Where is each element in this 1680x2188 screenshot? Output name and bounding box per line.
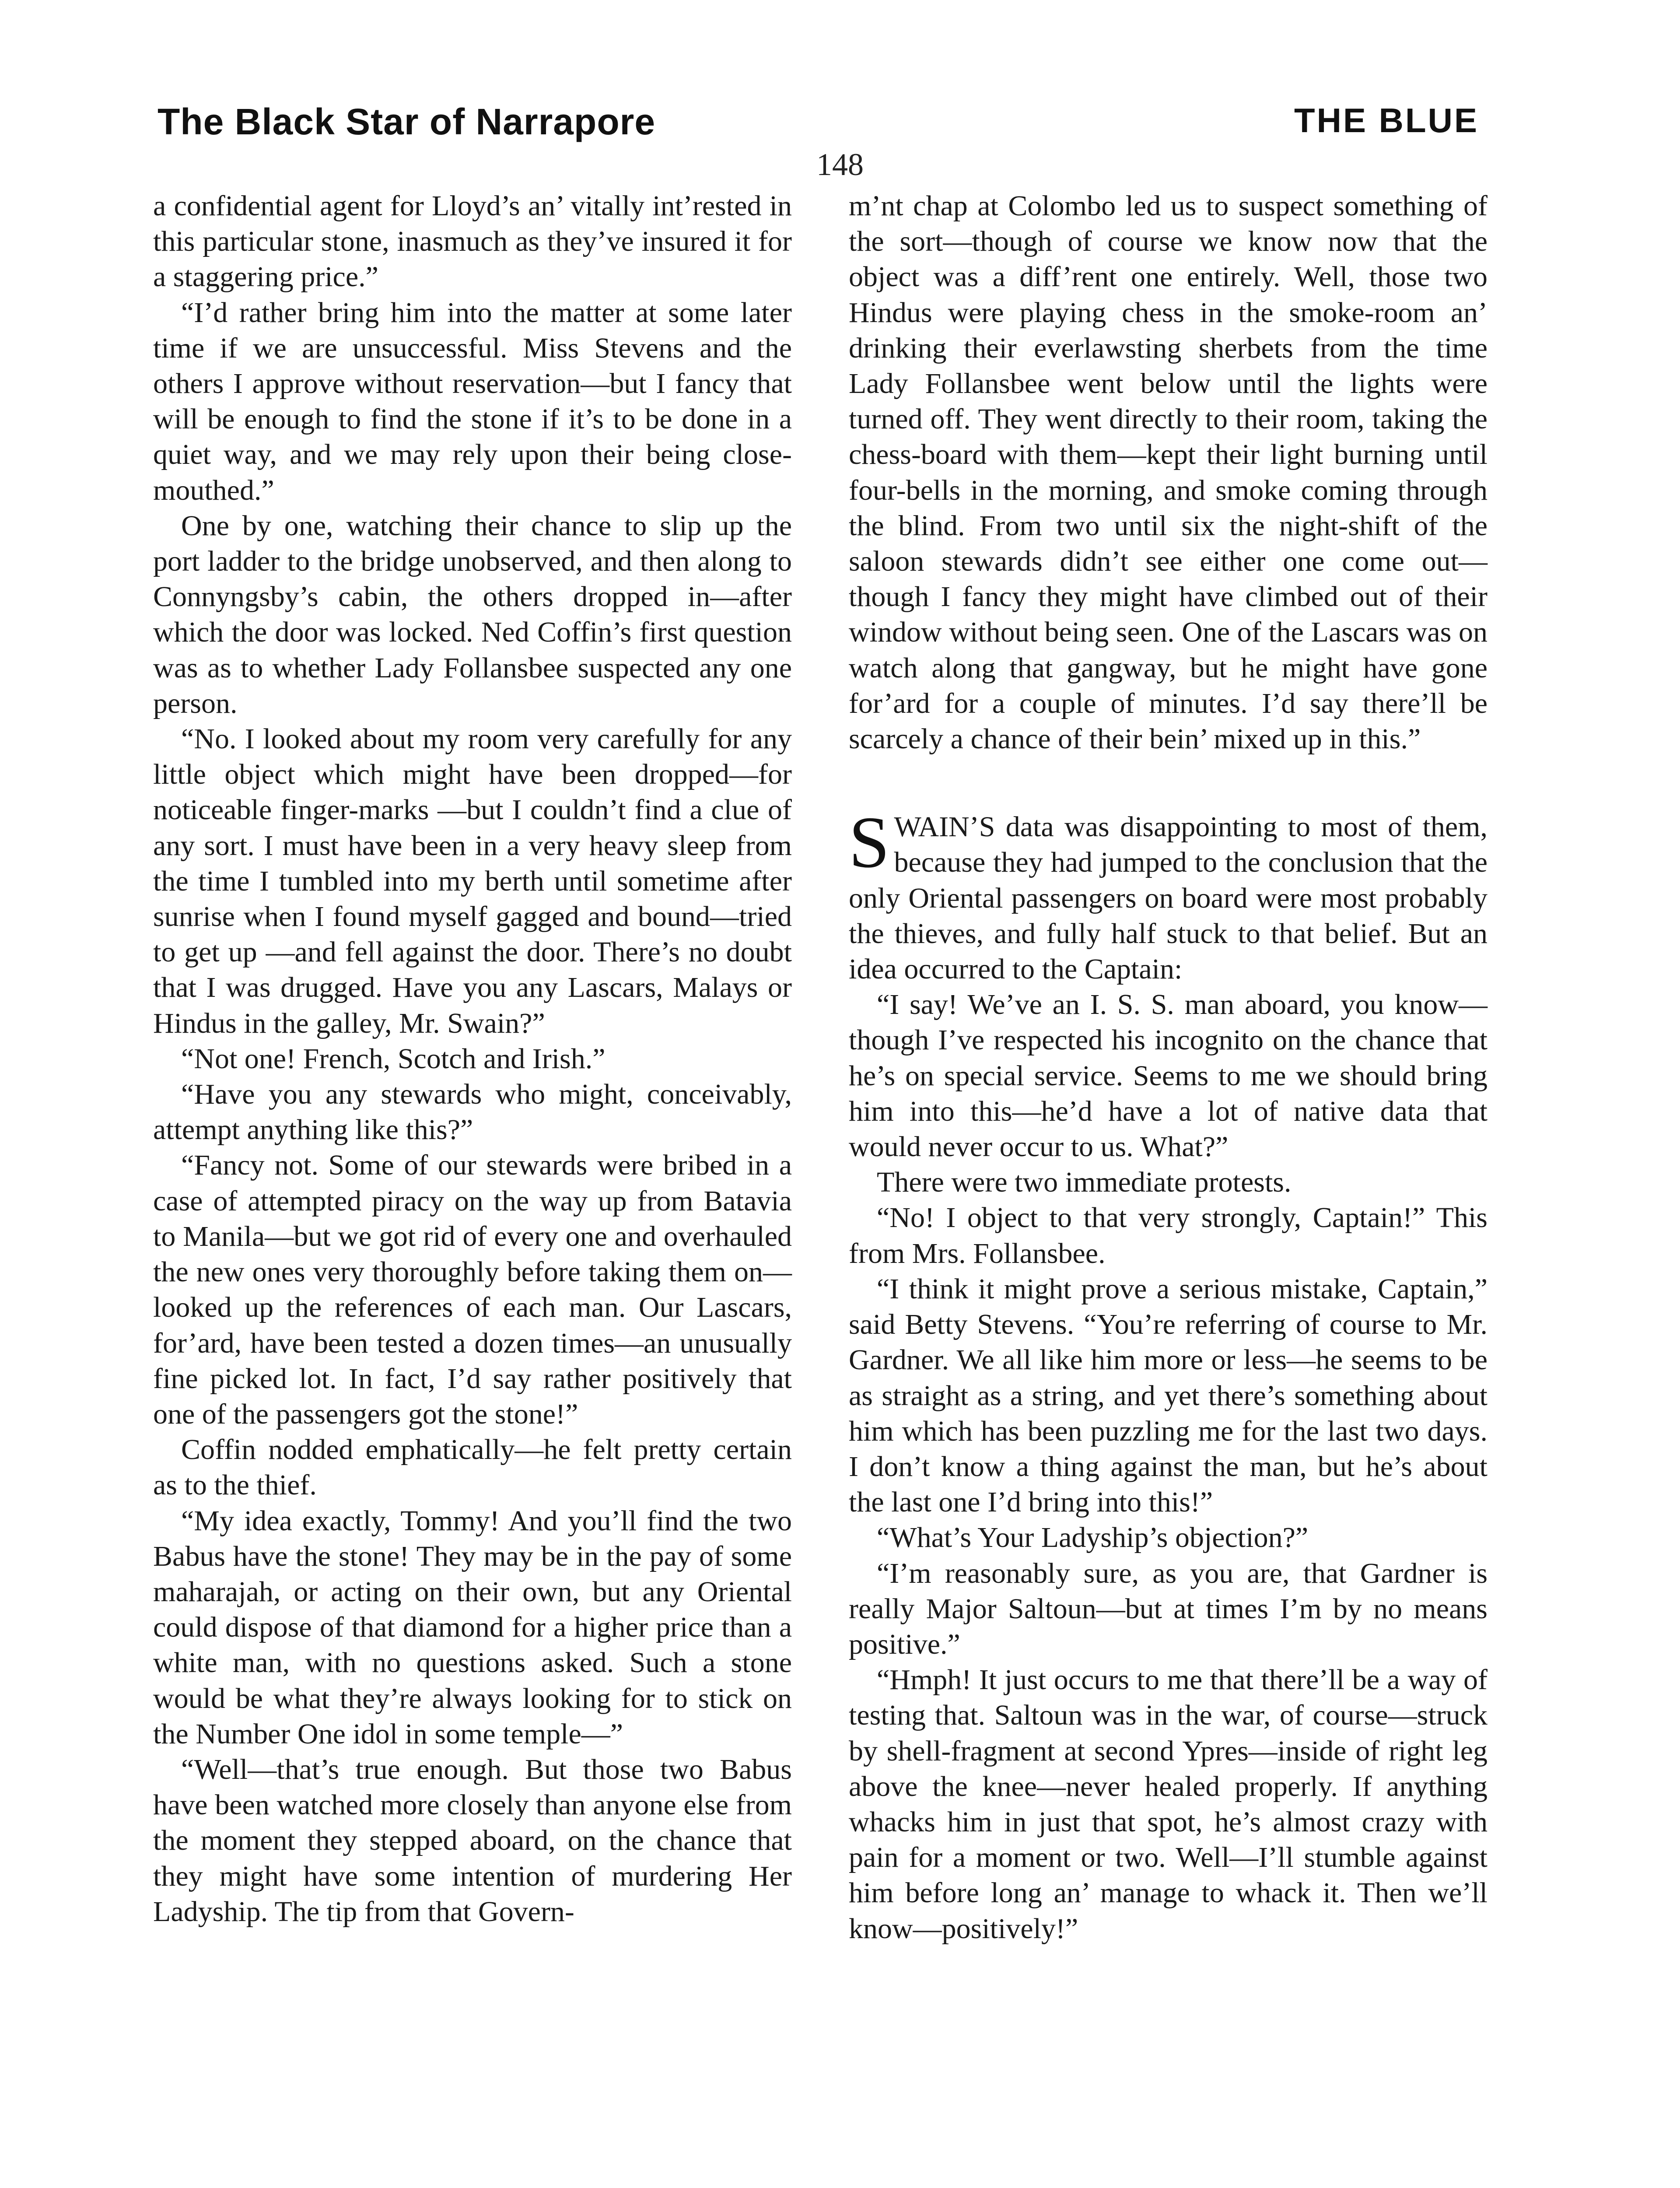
- paragraph: [153, 1752, 792, 1929]
- text-columns: [153, 188, 1488, 2188]
- paragraph: [153, 721, 792, 1041]
- paragraph: [849, 1200, 1488, 1271]
- paragraph-text: WAIN’S data was disappointing to most of them, because they had jumped to the conclusion that the only Oriental passengers on board were most probably the thieves, and fully half stuck to that belief. But an idea occurred to the Captain:: [849, 811, 1488, 985]
- paragraph-text: “Have you any stewards who might, conceivably, attempt anything like this?”: [153, 1078, 792, 1146]
- paragraph-text: One by one, watching their chance to slip up the port ladder to the bridge unobserved, and then along to Connyngsby’s cabin, the others dropped in—after which the door was locked. Ned Coffin’s first question was as to whether Lady Follansbee suspected any one person.: [153, 509, 792, 719]
- paragraph: [849, 1164, 1488, 1200]
- paragraph: [849, 1271, 1488, 1520]
- story-title: The Black Star of Narrapore: [158, 101, 656, 142]
- page-number: 148: [816, 147, 864, 182]
- running-header: [158, 101, 1479, 153]
- paragraph: [849, 802, 1488, 987]
- paragraph-text: “What’s Your Ladyship’s objection?”: [877, 1522, 1309, 1554]
- paragraph-text: “I’d rather bring him into the matter at some later time if we are unsuccessful. Miss Stevens and the others I approve without reservation—but I fancy that will be enough to find the stone if it’s to be done in a quiet way, and we may rely upon their being close-mouthed.”: [153, 296, 792, 506]
- paragraph-text: “My idea exactly, Tommy! And you’ll find the two Babus have the stone! They may be in the pay of some maharajah, or acting on their own, but any Oriental could dispose of that diamond for a higher price than a white man, with no questions asked. Such a stone would be what they’re always looking for to stick on the Number One idol in some temple—”: [153, 1504, 792, 1750]
- paragraph-text: “Well—that’s true enough. But those two Babus have been watched more closely than anyone else from the moment they stepped aboard, on the chance that they might have some intention of murdering Her Ladyship. The tip from that Govern-: [153, 1753, 792, 1928]
- paragraph-text: a confidential agent for Lloyd’s an’ vitally int’rested in this particular stone, inasmuch as they’ve insured it for a staggering price.”: [153, 190, 792, 293]
- magazine-title: THE BLUE: [1294, 101, 1479, 140]
- right-column: [849, 188, 1488, 2188]
- paragraph-text: “I say! We’ve an I. S. S. man aboard, you know—though I’ve respected his incognito on the chance that he’s on special service. Seems to me we should bring him into this—he’d have a lot of native data that would never occur to us. What?”: [849, 989, 1488, 1163]
- paragraph-text: “I think it might prove a serious mistake, Captain,” said Betty Stevens. “You’re referring of course to Mr. Gardner. We all like him more or less—he seems to be as straight as a string, and yet there’s something about him which has been puzzling me for the last two days. I don’t know a thing against the man, but he’s about the last one I’d bring into this!”: [849, 1273, 1488, 1518]
- paragraph-text: “Hmph! It just occurs to me that there’ll be a way of testing that. Saltoun was in the war, of course—struck by shell-fragment at second Ypres—inside of right leg above the knee—never healed properly. If anything whacks him in just that spot, he’s almost crazy with pain for a moment or two. Well—I’ll stumble against him before long an’ manage to whack it. Then we’ll know—positively!”: [849, 1664, 1488, 1945]
- paragraph-text: “I’m reasonably sure, as you are, that Gardner is really Major Saltoun—but at times I’m by no means positive.”: [849, 1557, 1488, 1660]
- paragraph: [153, 188, 792, 295]
- paragraph: [849, 188, 1488, 757]
- paragraph: [153, 508, 792, 721]
- paragraph: [849, 1556, 1488, 1662]
- paragraph: [153, 295, 792, 508]
- paragraph: [153, 1076, 792, 1147]
- paragraph-text: m’nt chap at Colombo led us to suspect something of the sort—though of course we know now that the object was a diff’rent one entirely. Well, those two Hindus were playing chess in the smoke-room an’ drinking their everlawsting sherbets from the time Lady Follansbee went below until the lights were turned off. They went directly to their room, taking the chess-board with them—kept their light burning until four-bells in the morning, and smoke coming through the blind. From two until six the night-shift of the saloon stewards didn’t see either one come out—though I fancy they might have climbed out of their window without being seen. One of the Lascars was on watch along that gangway, but he might have gone for’ard for a couple of minutes. I’d say there’ll be scarcely a chance of their bein’ mixed up in this.”: [849, 190, 1488, 755]
- paragraph-text: “Fancy not. Some of our stewards were bribed in a case of attempted piracy on the way up from Batavia to Manila—but we got rid of every one and overhauled the new ones very thoroughly before taking them on—looked up the references of each man. Our Lascars, for’ard, have been tested a dozen times—an unusually fine picked lot. In fact, I’d say rather positively that one of the passengers got the stone!”: [153, 1149, 792, 1430]
- paragraph: [849, 1520, 1488, 1555]
- paragraph: [153, 1041, 792, 1076]
- drop-cap: S: [849, 802, 890, 884]
- paragraph: [153, 1147, 792, 1432]
- paragraph-text: “No. I looked about my room very carefully for any little object which might have been dropped—for noticeable finger-marks —but I couldn’t find a clue of any sort. I must have been in a very heavy sleep from the time I tumbled into my berth until sometime after sunrise when I found myself gagged and bound—tried to get up —and fell against the door. There’s no doubt that I was drugged. Have you any Lascars, Malays or Hindus in the galley, Mr. Swain?”: [153, 723, 792, 1039]
- left-column: [153, 188, 792, 2188]
- paragraph: [849, 1662, 1488, 1946]
- paragraph-text: Coffin nodded emphatically—he felt pretty certain as to the thief.: [153, 1434, 792, 1501]
- paragraph-text: “No! I object to that very strongly, Captain!” This from Mrs. Follansbee.: [849, 1202, 1488, 1269]
- paragraph: [153, 1432, 792, 1503]
- paragraph-text: “Not one! French, Scotch and Irish.”: [181, 1042, 606, 1075]
- paragraph: [153, 1503, 792, 1752]
- paragraph-text: There were two immediate protests.: [877, 1166, 1292, 1199]
- paragraph: [849, 987, 1488, 1164]
